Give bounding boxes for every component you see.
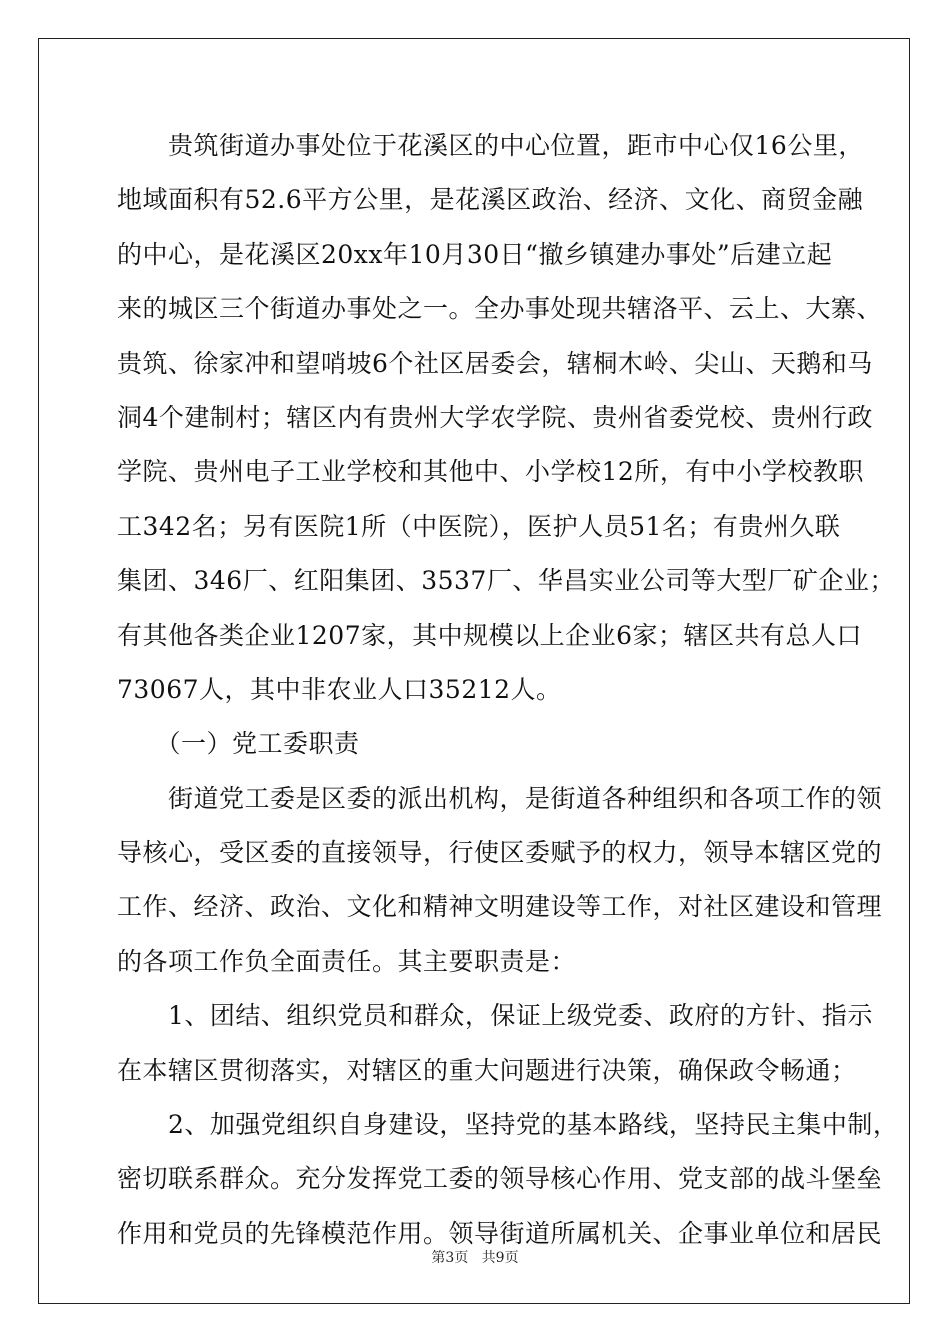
text-line: 作用和党员的先锋模范作用。领导街道所属机关、企事业单位和居民 — [117, 1218, 883, 1248]
text-line: 贵筑街道办事处位于花溪区的中心位置，距市中心仅16公里， — [117, 131, 864, 160]
text-line: 学院、贵州电子工业学校和其他中、小学校12所，有中小学校教职 — [117, 457, 864, 487]
text-line: 贵筑、徐家冲和望哨坡6个社区居委会，辖桐木岭、尖山、天鹅和马 — [117, 348, 873, 378]
text-line: 在本辖区贯彻落实，对辖区的重大问题进行决策，确保政令畅通； — [117, 1055, 857, 1085]
text-line: 来的城区三个街道办事处之一。全办事处现共辖洛平、云上、大寨、 — [117, 294, 883, 324]
text-line: 的中心，是花溪区20xx年10月30日“撤乡镇建办事处”后建立起 — [117, 239, 833, 269]
text-line: 地域面积有52.6平方公里，是花溪区政治、经济、文化、商贸金融 — [117, 185, 864, 215]
text-line: 导核心，受区委的直接领导，行使区委赋予的权力，领导本辖区党的 — [117, 838, 883, 868]
text-line: 集团、346厂、红阳集团、3537厂、华昌实业公司等大型厂矿企业； — [117, 566, 895, 596]
text-line: 密切联系群众。充分发挥党工委的领导核心作用、党支部的战斗堡垒 — [117, 1164, 883, 1194]
text-line: 有其他各类企业1207家，其中规模以上企业6家；辖区共有总人口 — [117, 620, 863, 650]
text-line: 工342名；另有医院1所（中医院），医护人员51名；有贵州久联 — [117, 511, 841, 541]
text-line: 73067人，其中非农业人口35212人。 — [117, 674, 562, 704]
page-number-footer: 第3页 共9页 — [431, 1250, 519, 1266]
text-line: 的各项工作负全面责任。其主要职责是： — [117, 946, 577, 976]
document-body — [117, 126, 899, 1268]
text-line: 洞4个建制村；辖区内有贵州大学农学院、贵州省委党校、贵州行政 — [117, 402, 873, 432]
text-line: 街道党工委是区委的派出机构，是街道各种组织和各项工作的领 — [117, 783, 883, 813]
text-line: 2、加强党组织自身建设，坚持党的基本路线，坚持民主集中制， — [117, 1110, 899, 1140]
section-heading: （一）党工委职责 — [117, 729, 360, 759]
text-line: 工作、经济、政治、文化和精神文明建设等工作，对社区建设和管理 — [117, 892, 883, 922]
text-line: 1、团结、组织党员和群众，保证上级党委、政府的方针、指示 — [117, 1001, 873, 1031]
